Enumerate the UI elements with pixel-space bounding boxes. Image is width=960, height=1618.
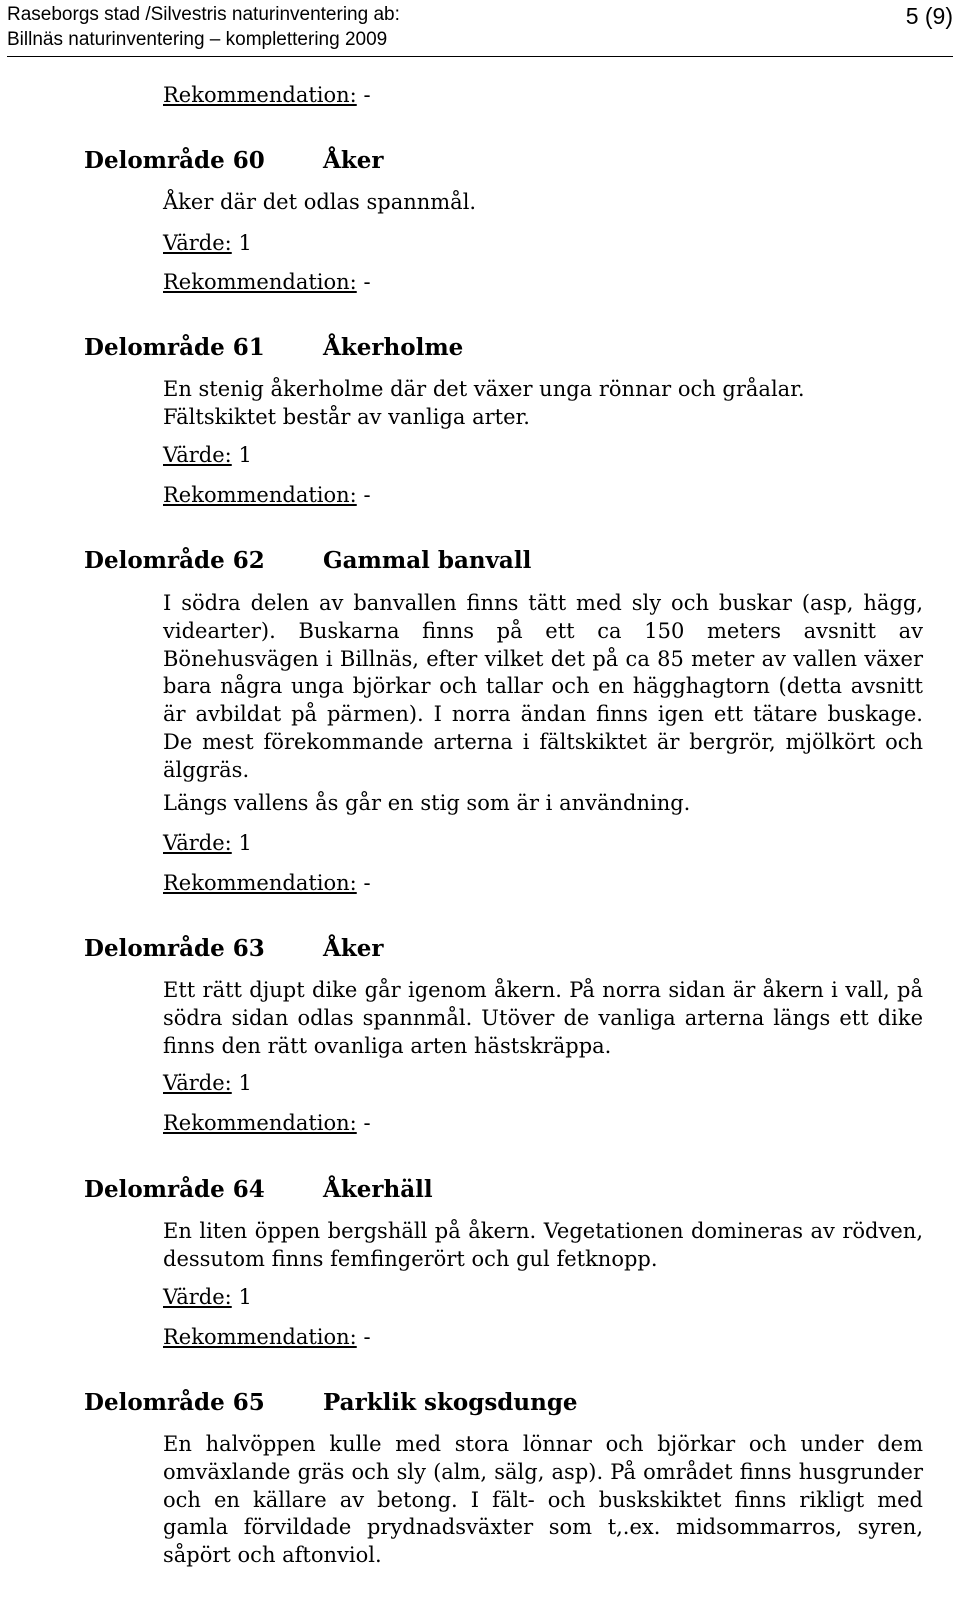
value-line xyxy=(163,1284,252,1310)
recommendation-value: - xyxy=(363,1111,371,1135)
page-number: 5 (9) xyxy=(905,3,953,29)
header-title-line-2: Billnäs naturinventering – komplettering 2009 xyxy=(7,29,388,50)
section-heading: Delområde 62 xyxy=(84,547,265,574)
section-title: Parklik skogsdunge xyxy=(323,1389,578,1416)
value-label: Värde: xyxy=(163,831,232,855)
header-title-line-1: Raseborgs stad /Silvestris naturinventering ab: xyxy=(7,4,400,25)
value-label: Värde: xyxy=(163,443,232,467)
recommendation-value: - xyxy=(363,270,371,294)
recommendation-line xyxy=(163,269,371,295)
value-line xyxy=(163,230,252,256)
value-label: Värde: xyxy=(163,1285,232,1309)
recommendation-line xyxy=(163,1110,371,1136)
value-line xyxy=(163,830,252,856)
section-title: Åkerhäll xyxy=(323,1176,433,1203)
section-heading: Delområde 63 xyxy=(84,935,265,962)
value-number: 1 xyxy=(238,831,252,855)
section-heading: Delområde 65 xyxy=(84,1389,265,1416)
section-title: Åker xyxy=(323,935,384,962)
section-heading: Delområde 61 xyxy=(84,334,265,361)
section-heading: Delområde 60 xyxy=(84,147,265,174)
section-paragraph: En stenig åkerholme där det växer unga rönnar och gråalar. Fältskiktet består av vanliga arter. xyxy=(163,377,805,429)
recommendation-line xyxy=(163,482,371,508)
section-paragraph: I södra delen av banvallen finns tätt med sly och buskar (asp, hägg, videarter). Buskarna finns på ett ca 150 meters avsnitt av Bönehusvägen i Billnäs, efter vilket det på ca 85 meter av vallen växer bara några unga björkar och tallar och en hägghagtorn (detta avsnitt är avbildat på pärmen). I norra ändan finns igen ett tätare buskage. De mest förekommande arterna i fältskiktet är bergrör, mjölkört och älggräs. xyxy=(163,591,923,782)
section-title: Åkerholme xyxy=(323,334,464,361)
page-header xyxy=(7,0,953,57)
value-label: Värde: xyxy=(163,1071,232,1095)
recommendation-label: Rekommendation: xyxy=(163,483,357,507)
value-line xyxy=(163,1070,252,1096)
value-number: 1 xyxy=(238,1071,252,1095)
recommendation-line xyxy=(163,870,371,896)
section-paragraph: Åker där det odlas spannmål. xyxy=(163,190,477,214)
recommendation-label: Rekommendation: xyxy=(163,270,357,294)
recommendation-label: Rekommendation: xyxy=(163,1111,357,1135)
section-paragraph: En liten öppen bergshäll på åkern. Vegetationen domineras av rödven, dessutom finns femfingerört och gul fetknopp. xyxy=(163,1219,923,1271)
recommendation-label: Rekommendation: xyxy=(163,83,357,107)
value-label: Värde: xyxy=(163,231,232,255)
section-paragraph: Längs vallens ås går en stig som är i användning. xyxy=(163,791,691,815)
recommendation-label: Rekommendation: xyxy=(163,1325,357,1349)
recommendation-value: - xyxy=(363,1325,371,1349)
recommendation-label: Rekommendation: xyxy=(163,871,357,895)
value-line xyxy=(163,442,252,468)
value-number: 1 xyxy=(238,1285,252,1309)
recommendation-line xyxy=(163,1324,371,1350)
recommendation-line xyxy=(163,82,371,108)
recommendation-value: - xyxy=(363,483,371,507)
section-title: Gammal banvall xyxy=(323,547,532,574)
value-number: 1 xyxy=(238,231,252,255)
recommendation-value: - xyxy=(363,83,371,107)
section-paragraph: En halvöppen kulle med stora lönnar och björkar och under dem omväxlande gräs och sly (alm, sälg, asp). På området finns husgrunder och en källare av betong. I fält- och buskskiktet finns rikligt med gamla förvildade prydnadsväxter som t,.ex. midsommarros, syren, såpört och aftonviol. xyxy=(163,1432,923,1568)
section-title: Åker xyxy=(323,147,384,174)
recommendation-value: - xyxy=(363,871,371,895)
section-heading: Delområde 64 xyxy=(84,1176,265,1203)
section-paragraph: Ett rätt djupt dike går igenom åkern. På norra sidan är åkern i vall, på södra sidan odlas spannmål. Utöver de vanliga arterna längs ett dike finns den rätt ovanliga arten hästskräppa. xyxy=(163,978,923,1058)
value-number: 1 xyxy=(238,443,252,467)
